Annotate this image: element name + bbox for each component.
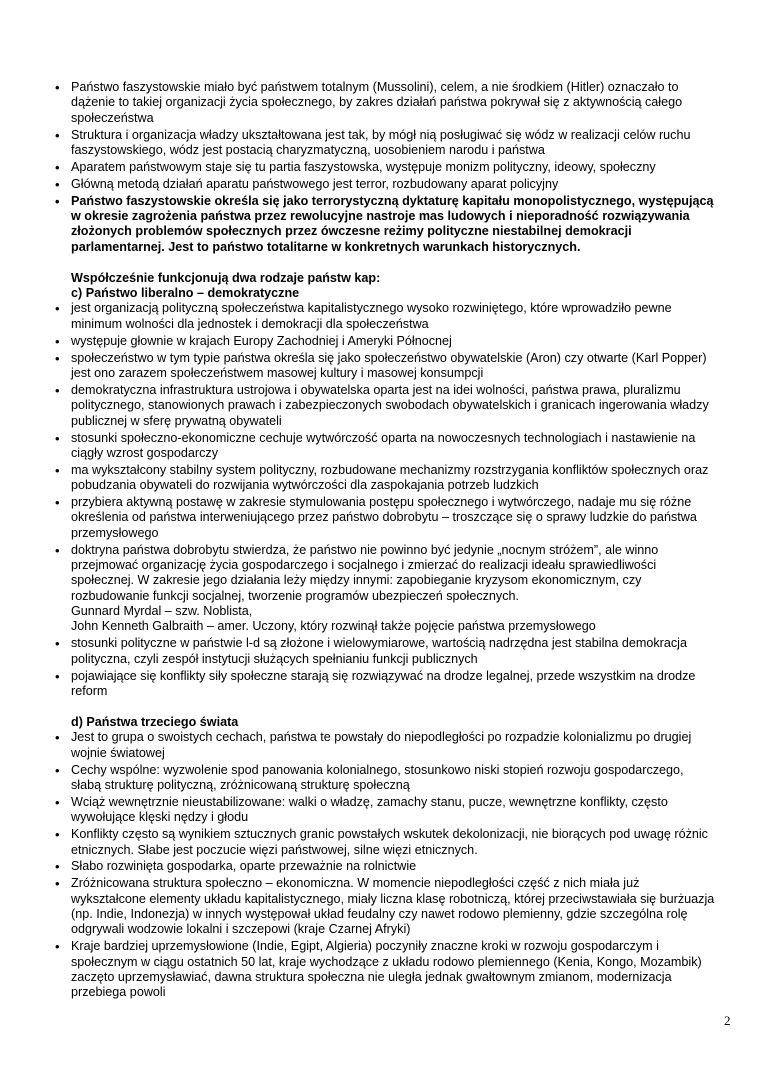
list-item: • występuje głownie w krajach Europy Zachodniej i Ameryki Północnej bbox=[52, 334, 716, 349]
list-item: • jest organizacją polityczną społeczeństwa kapitalistycznego wysoko rozwiniętego, które wprowadziło pewne minimum wolności dla jednostek i demokracji dla społeczeństwa bbox=[52, 301, 716, 332]
liberal-democratic-list bbox=[52, 301, 716, 699]
section-intro: Współcześnie funkcjonują dwa rodzaje państw kap: bbox=[71, 270, 381, 285]
list-item: • stosunki społeczno-ekonomiczne cechuje wytwórczość oparta na nowoczesnych technologiach i nastawienie na ciągły wzrost gospodarczy bbox=[52, 431, 716, 462]
list-item: • demokratyczna infrastruktura ustrojowa i obywatelska oparta jest na idei wolności, państwa prawa, pluralizmu politycznego, stanowionych prawach i zabezpieczonych swobodach obywatelskich i granicach ingerowania władzy publicznej w sferę prywatną obywateli bbox=[52, 383, 716, 429]
list-item-welfare bbox=[52, 543, 716, 635]
list-item: • stosunki polityczne w państwie l-d są złożone i wielowymiarowe, wartością nadrzędna jest stabilna demokracja polityczna, czyli zespół instytucji służących spełnianiu funkcji publicznych bbox=[52, 636, 716, 667]
list-item: • Państwo faszystowskie miało być państwem totalnym (Mussolini), celem, a nie środkiem (Hitler) oznaczało to dążenie to takiej organizacji życia społecznego, by zakres działań państwa pokrywał się z aktywnością całego społeczeństwa bbox=[52, 80, 716, 126]
list-item: • Zróżnicowana struktura społeczno – ekonomiczna. W momencie niepodległości część z nich miała już wykształcone elementy układu kapitalistycznego, miały liczna klasę robotniczą, której przeciwstawiała się burżuazja (np. Indie, Indonezja) w innych występował układ feudalny czy nawet rodowo plemienny, gdzie szczególna rolę odgrywali wodzowie lokalni i szczepowi (kraje Czarnej Afryki) bbox=[52, 876, 716, 937]
fascism-list bbox=[52, 80, 716, 255]
spacer bbox=[52, 701, 716, 715]
list-item: • Struktura i organizacja władzy ukształtowana jest tak, by mógł nią posługiwać się wódz w realizacji celów ruchu faszystowskiego, wódz jest postacią charyzmatyczną, uosobieniem narodu i państwa bbox=[52, 128, 716, 159]
welfare-text: doktryna państwa dobrobytu stwierdza, że państwo nie powinno być jedynie „nocnym stróżem”, ale winno przejmować organizację życia gospodarczego i socjalnego i zmierzać do realizacji ideału sprawiedliwości społecznej. W zakresie jego działania leży między innymi: zapobieganie kryzysom ekonomicznym, czy rozbudowanie funkcji socjalnej, tworzenie programów ubezpieczeń społecznych. bbox=[71, 542, 659, 603]
section-heading-liberal: c) Państwo liberalno – demokratyczne bbox=[71, 286, 300, 301]
myrdal-line: Gunnard Myrdal – szw. Noblista, bbox=[71, 604, 253, 619]
list-item: • Główną metodą działań aparatu państwowego jest terror, rozbudowany aparat policyjny bbox=[52, 177, 716, 192]
page-number: 2 bbox=[724, 1013, 731, 1028]
list-item: • Słabo rozwinięta gospodarka, oparte przeważnie na rolnictwie bbox=[52, 859, 716, 874]
page-content bbox=[52, 80, 716, 1002]
spacer bbox=[52, 257, 716, 271]
list-item: • ma wykształcony stabilny system polityczny, rozbudowane mechanizmy rozstrzygania konfliktów społecznych oraz pobudzania obywateli do rozwijania wytwórczości dla zaspokajania potrzeb ludzkich bbox=[52, 463, 716, 494]
list-item: • społeczeństwo w tym typie państwa określa się jako społeczeństwo obywatelskie (Aron) czy otwarte (Karl Popper) jest ono zarazem społeczeństwem masowej kultury i masowej konsumpcji bbox=[52, 351, 716, 382]
section-heading-third-world: d) Państwa trzeciego świata bbox=[71, 714, 239, 729]
list-item: • przybiera aktywną postawę w zakresie stymulowania postępu społecznego i wytwórczego, nadaje mu się różne określenia od państwa interweniującego przez państwo dobrobytu – troszczące się o sprawy ludzkie do państwa przemysłowego bbox=[52, 495, 716, 541]
list-item: • Państwo faszystowskie określa się jako terrorystyczną dyktaturę kapitału monopolistycznego, występującą w okresie zagrożenia państwa przez rewolucyjne nastroje mas ludowych i nieporadność rozwiązywania złożonych problemów społecznych przez ówczesne reżimy polityczne niestabilnej demokracji parlamentarnej. Jest to państwo totalitarne w konkretnych warunkach historycznych. bbox=[52, 194, 716, 255]
list-item: • Jest to grupa o swoistych cechach, państwa te powstały do niepodległości po rozpadzie kolonializmu po drugiej wojnie światowej bbox=[52, 730, 716, 761]
list-item: • Konflikty często są wynikiem sztucznych granic powstałych wskutek dekolonizacji, nie biorących pod uwagę różnic etnicznych. Słabe jest poczucie więzi państwowej, silne więzi etnicznych. bbox=[52, 827, 716, 858]
list-item: • Aparatem państwowym staje się tu partia faszystowska, występuje monizm polityczny, ideowy, społeczny bbox=[52, 160, 716, 175]
list-item: • Kraje bardziej uprzemysłowione (Indie, Egipt, Algieria) poczyniły znaczne kroki w rozwoju gospodarczym i społecznym w ciągu ostatnich 50 lat, kraje wychodzące z układu rodowo plemiennego (Kenia, Kongo, Mozambik) zaczęto uprzemysławiać, dawna struktura społeczna nie uległa jednak gwałtownym zmianom, modernizacja przebiega powoli bbox=[52, 939, 716, 1000]
galbraith-line: John Kenneth Galbraith – amer. Uczony, który rozwinął także pojęcie państwa przemysłowego bbox=[71, 619, 596, 634]
list-item: • Cechy wspólne: wyzwolenie spod panowania kolonialnego, stosunkowo niski stopień rozwoju gospodarczego, słabą strukturę polityczną, zróżnicowaną strukturę społeczną bbox=[52, 763, 716, 794]
third-world-list bbox=[52, 730, 716, 1000]
list-item: • Wciąż wewnętrznie nieustabilizowane: walki o władzę, zamachy stanu, pucze, wewnętrzne konflikty, często wywołujące klęski nędzy i głodu bbox=[52, 795, 716, 826]
list-item: • pojawiające się konflikty siły społeczne starają się rozwiązywać na drodze legalnej, przede wszystkim na drodze reform bbox=[52, 669, 716, 700]
